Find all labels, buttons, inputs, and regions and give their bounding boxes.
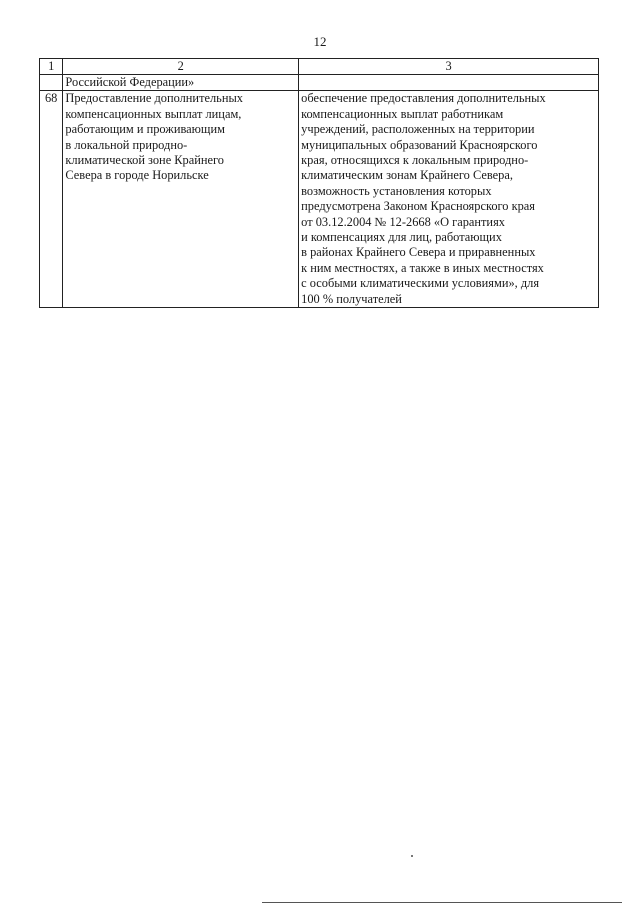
column-header-2: 2	[63, 59, 299, 75]
row-number: 68	[40, 91, 63, 308]
description-line: муниципальных образований Красноярского	[301, 137, 538, 152]
description-line: предусмотрена Законом Красноярского края	[301, 199, 536, 214]
service-name-line: Предоставление дополнительных	[65, 91, 243, 106]
service-name-line: компенсационных выплат лицам,	[65, 106, 242, 121]
description-line: с особыми климатическими условиями», для	[301, 276, 540, 291]
continuation-row	[40, 75, 599, 91]
continuation-text: Российской Федерации»	[63, 75, 299, 91]
description-line: от 03.12.2004 № 12-2668 «О гарантиях	[301, 214, 505, 229]
continuation-empty-cell	[299, 75, 599, 91]
service-name-line: в локальной природно-	[65, 137, 188, 152]
description-line: возможность установления которых	[301, 183, 492, 198]
continuation-num-cell	[40, 75, 63, 91]
row-service-name	[63, 91, 299, 308]
column-header-1: 1	[40, 59, 63, 75]
page-number: 12	[313, 34, 327, 49]
description-line: 100 % получателей	[301, 291, 402, 306]
description-line: учреждений, расположенных на территории	[301, 122, 535, 137]
description-line: климатическим зонам Крайнего Севера,	[301, 168, 513, 183]
service-name-line: работающим и проживающим	[65, 122, 225, 137]
row-description	[299, 91, 599, 308]
document-table	[39, 58, 599, 308]
description-line: компенсационных выплат работникам	[301, 106, 504, 121]
description-line: и компенсациях для лиц, работающих	[301, 230, 502, 245]
column-header-3: 3	[299, 59, 599, 75]
description-line: в районах Крайнего Севера и приравненных	[301, 245, 536, 260]
description-line: обеспечение предоставления дополнительных	[301, 91, 546, 106]
description-line: края, относящихся к локальным природно-	[301, 153, 529, 168]
scan-artifact-dot	[411, 855, 413, 857]
table-row	[40, 91, 599, 308]
footer-rule	[262, 902, 622, 903]
table-header-row	[40, 59, 599, 75]
service-name-line: Севера в городе Норильске	[65, 168, 209, 183]
description-line: к ним местностях, а также в иных местностях	[301, 260, 544, 275]
service-name-line: климатической зоне Крайнего	[65, 153, 224, 168]
